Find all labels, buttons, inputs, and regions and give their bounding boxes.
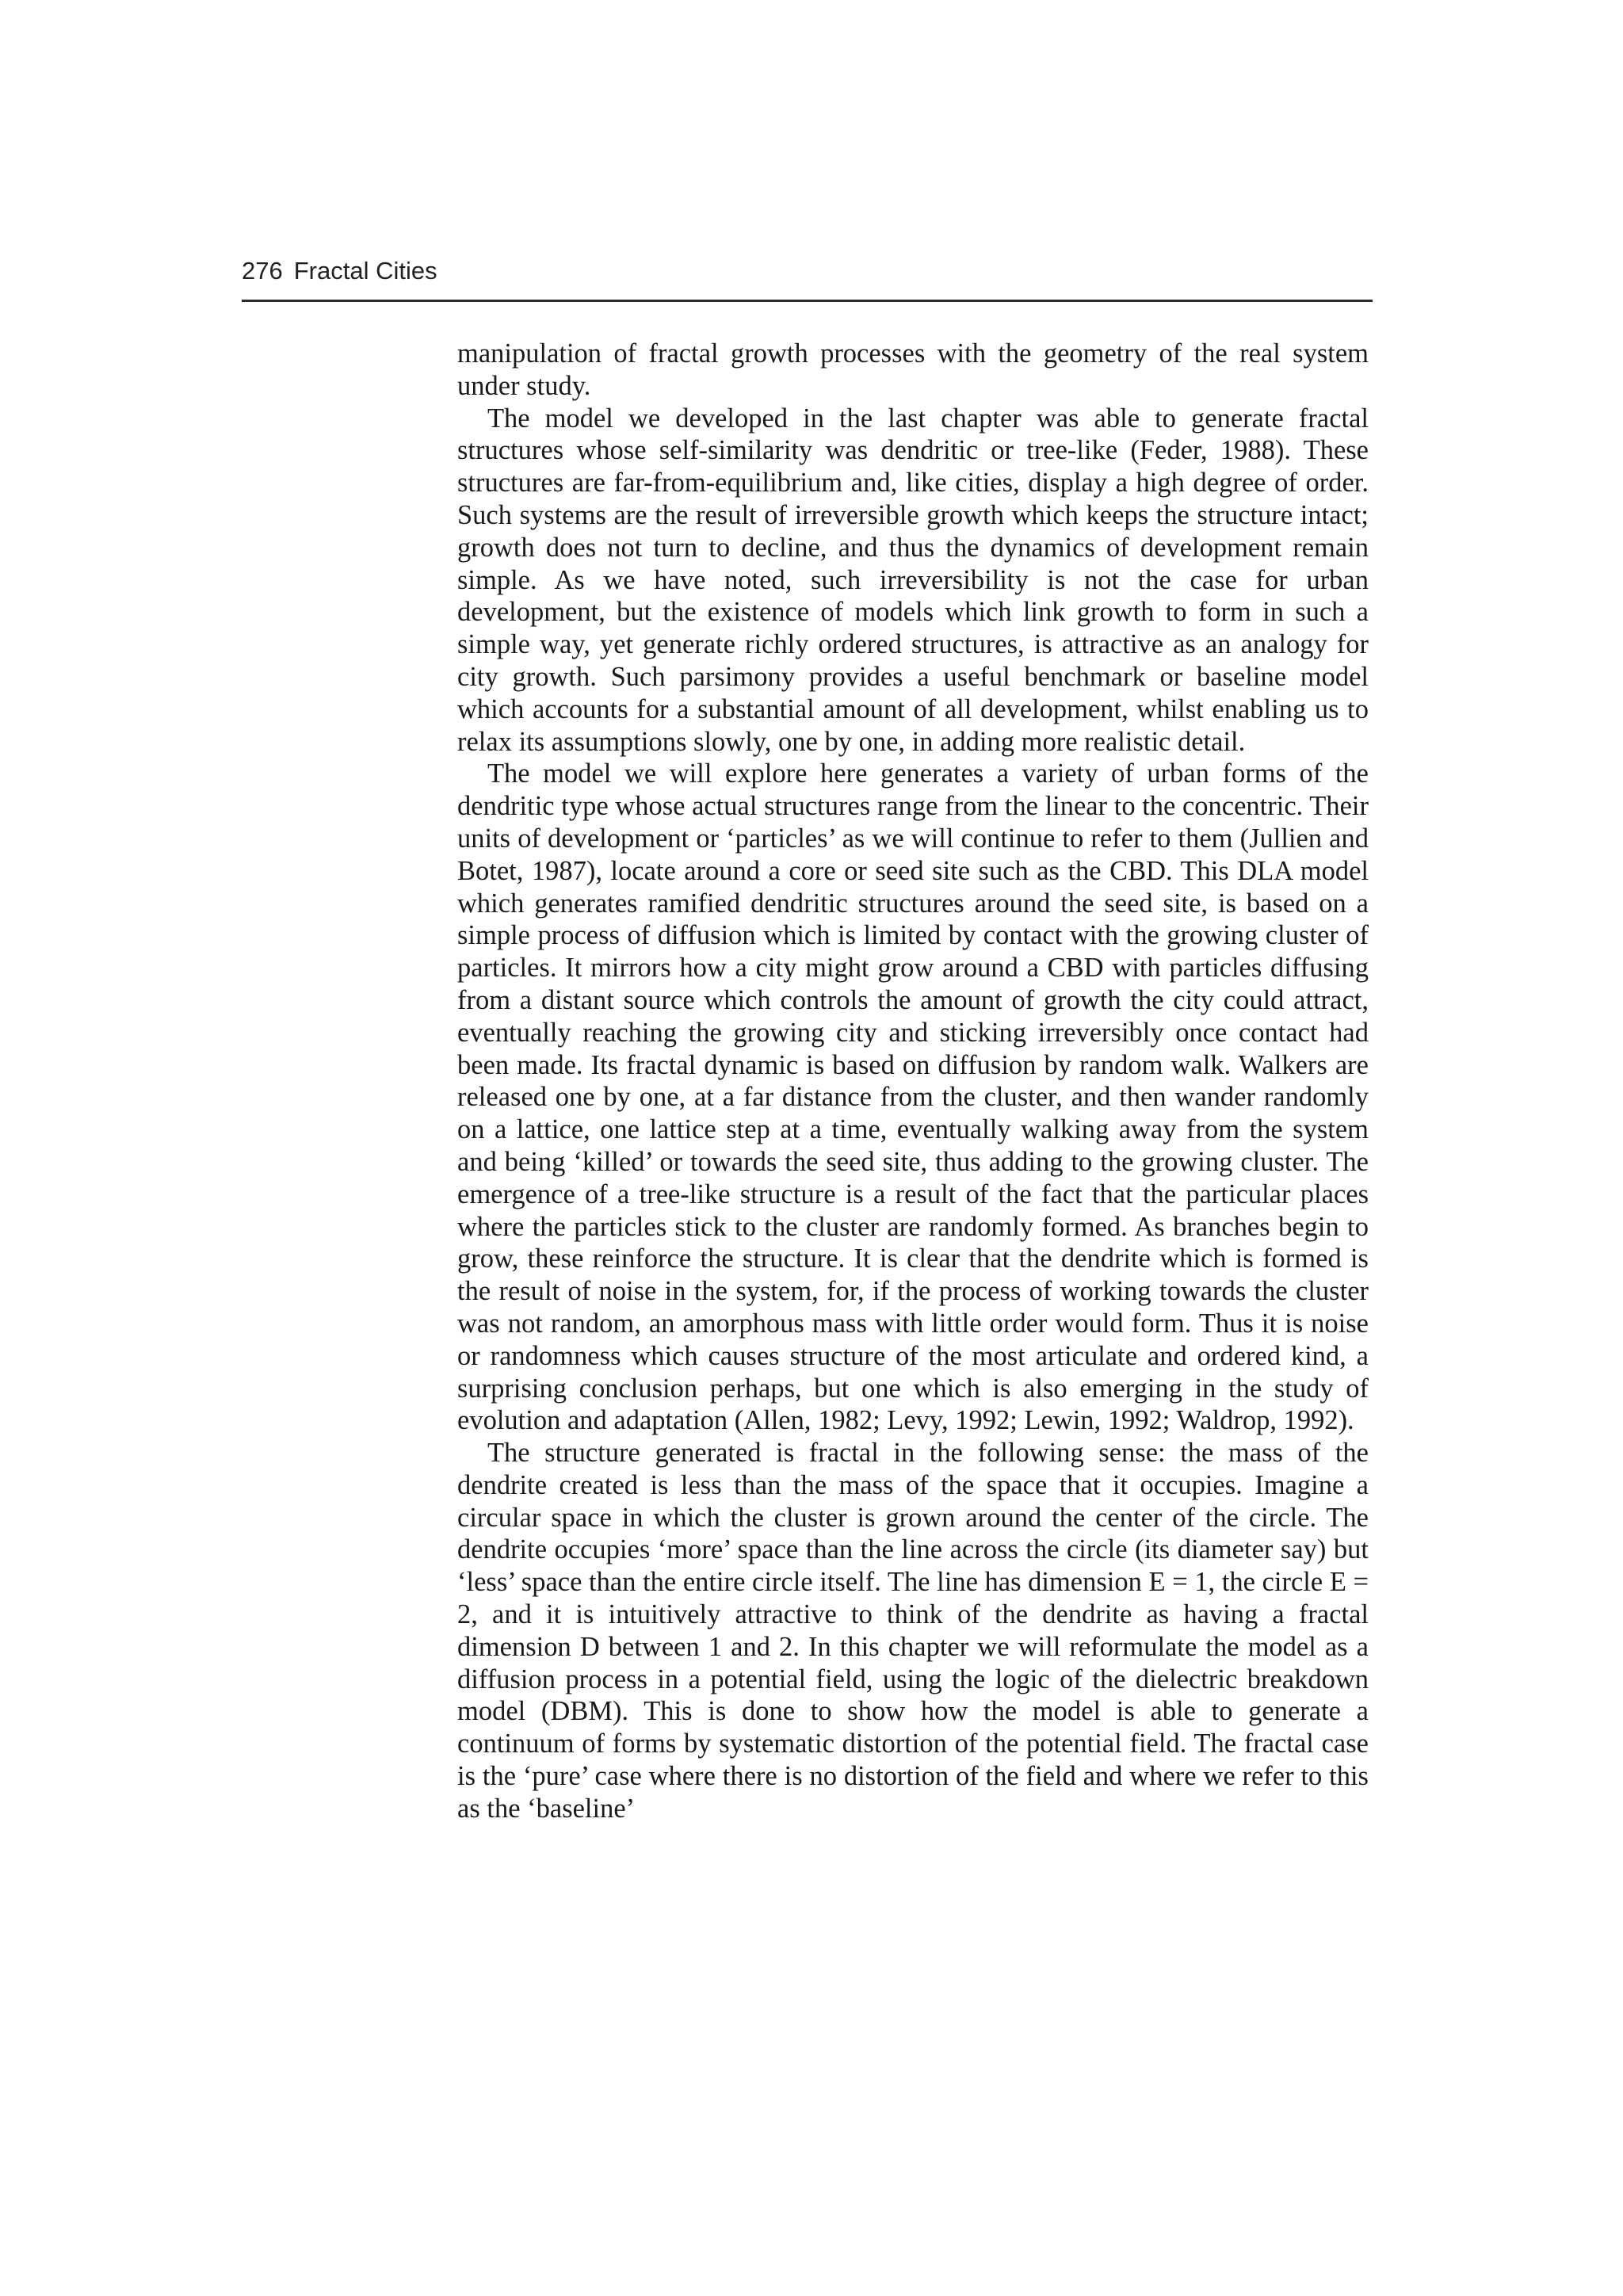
paragraph-1: manipulation of fractal growth processes with the geometry of the real system under study. xyxy=(457,338,1369,401)
running-title: Fractal Cities xyxy=(293,257,437,285)
paragraph-2: The model we developed in the last chapter was able to generate fractal structures whose self-similarity was dendritic or tree-like (Feder, 1988). These structures are far-from-equilibrium and, like cities, display a high degree of order. Such systems are the result of irreversible growth which keeps the structure intact; growth does not turn to decline, and thus the dynamics of development remain simple. As we have noted, such irreversibility is not the case for urban development, but the existence of models which link growth to form in such a simple way, yet generate richly ordered structures, is attractive as an analogy for city growth. Such parsimony provides a useful benchmark or baseline model which accounts for a substantial amount of all development, whilst enabling us to relax its assumptions slowly, one by one, in adding more realistic detail. xyxy=(457,403,1369,757)
body-text xyxy=(457,338,1369,1825)
paragraph-3: The model we will explore here generates a variety of urban forms of the dendritic type whose actual structures range from the linear to the concentric. Their units of development or ‘particles’ as we will continue to refer to them (Jullien and Botet, 1987), locate around a core or seed site such as the CBD. This DLA model which generates ramified dendritic structures around the seed site, is based on a simple process of diffusion which is limited by contact with the growing cluster of particles. It mirrors how a city might grow around a CBD with particles diffusing from a distant source which controls the amount of growth the city could attract, eventually reaching the growing city and sticking irreversibly once contact had been made. Its fractal dynamic is based on diffusion by random walk. Walkers are released one by one, at a far distance from the cluster, and then wander randomly on a lattice, one lattice step at a time, eventually walking away from the system and being ‘killed’ or towards the seed site, thus adding to the growing cluster. The emergence of a tree-like structure is a result of the fact that the particular places where the particles stick to the cluster are randomly formed. As branches begin to grow, these reinforce the structure. It is clear that the dendrite which is formed is the result of noise in the system, for, if the process of working towards the cluster was not random, an amorphous mass with little order would form. Thus it is noise or randomness which causes structure of the most articulate and ordered kind, a surprising conclusion perhaps, but one which is also emerging in the study of evolution and adaptation (Allen, 1982; Levy, 1992; Lewin, 1992; Waldrop, 1992). xyxy=(457,758,1369,1436)
paragraph-4: The structure generated is fractal in the following sense: the mass of the dendrite created is less than the mass of the space that it occupies. Imagine a circular space in which the cluster is grown around the center of the circle. The dendrite occupies ‘more’ space than the line across the circle (its diameter say) but ‘less’ space than the entire circle itself. The line has dimension E = 1, the circle E = 2, and it is intuitively attractive to think of the dendrite as having a fractal dimension D between 1 and 2. In this chapter we will reformulate the model as a diffusion process in a potential field, using the logic of the dielectric breakdown model (DBM). This is done to show how the model is able to generate a continuum of forms by systematic distortion of the potential field. The fractal case is the ‘pure’ case where there is no distortion of the field and where we refer to this as the ‘baseline’ xyxy=(457,1438,1369,1824)
page-number: 276 xyxy=(242,257,283,285)
running-head xyxy=(242,255,1373,302)
